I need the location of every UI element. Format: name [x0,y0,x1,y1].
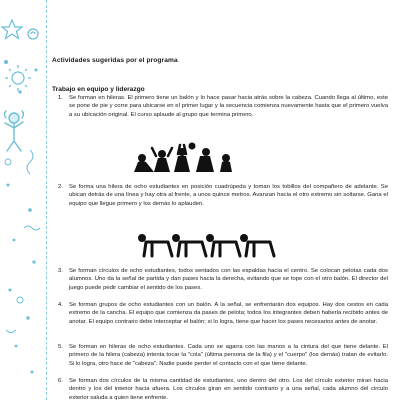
dot-doodle-icon [4,60,38,374]
item-text: Se forman en hileras de ocho estudiantes. Cada uno se agarra con las manos a la cintura del que tiene delante. El primero de la hilera (cabeza) intenta tocar la "cola" (última persona de la fila) y el "cuerpo" (los demás) tratan de evitarlo. Si lo logra, otro hace de "cabeza". Nadie puede perder el contacto con el que tiene delante. [69,344,388,367]
margin-divider [46,0,47,400]
item-text: Se forman grupos de ocho estudiantes con un balón. A la señal, se enfrentarán dos equipos. Hay dos cestos en cada extremo de la cancha. El equipo que comienza da pases de pelota; todos los integrantes deben haberla recibido antes de anotar. El equipo contrario debe interceptar el balón; si lo logra, tiene que hacer los pases necesarios antes de anotar. [69,302,388,325]
item-number: 1. [58,95,63,101]
section-subtitle: Trabajo en equipo y liderazgo [52,86,145,93]
activity-item-2 [52,183,388,208]
crawling-chain-figure-icon [134,228,284,262]
activity-item-3 [52,267,388,292]
item-number: 5. [58,344,63,350]
margin-doodles [0,0,44,400]
ball-pass-figure-icon [134,142,234,174]
activity-item-5 [52,343,388,368]
item-number: 2. [58,184,63,190]
sun-doodle-icon [5,65,31,91]
section-title: Actividades sugeridas por el programa [52,57,178,64]
activity-item-4 [52,301,388,326]
document-content [52,0,388,400]
swirl-doodle-icon [5,150,40,333]
activity-item-1 [52,94,388,119]
item-text: Se forma una hilera de ocho estudiantes en posición cuadrúpeda y toman los tobillos del compañero de adelante. Se ubican detrás de una línea y hay otra al frente, a unos quince metros. Avanzan hacia el otro extremo sin soltarse. Gana el equipo que llegue primero y los demás lo aplauden. [69,184,388,207]
item-number: 6. [58,378,63,384]
item-text: Se forman círculos de ocho estudiantes, todos sentados con las espaldas hacia el centro. Se colocan pelotas cada dos alumnos. Uno da la señal de partida y dan pases hacia la derecha, evitando que se tope con el otro balón. El director del juego puede pedir cambiar el sentido de los pases. [69,268,388,291]
swirl-doodle-icon [28,29,38,39]
activity-item-6 [52,377,388,400]
child-figure-icon [5,111,24,151]
item-number: 4. [58,302,63,308]
star-doodle-icon [2,20,22,39]
item-text: Se forman dos círculos de la misma cantidad de estudiantes, uno dentro del otro. Los del círculo exterior miran hacia dentro y los del interior hacia afuera. Los círculos giran en sentido contrario y a una señal, cada alumno del circulo exterior saluda a quien tiene enfrente. [69,378,388,400]
item-number: 3. [58,268,63,274]
decorative-margin [0,0,44,400]
item-text: Se forman en hileras. El primero tiene un balón y lo hace pasar hacia atrás sobre la cabeza. Cuando llega al último, este se pone de pie y corre para ubicarse en el primer lugar y la secuencia comienza nuevamente hasta que el primero vuelva a su ubicación original. El curso aplaude al grupo que termina primero. [69,95,388,118]
